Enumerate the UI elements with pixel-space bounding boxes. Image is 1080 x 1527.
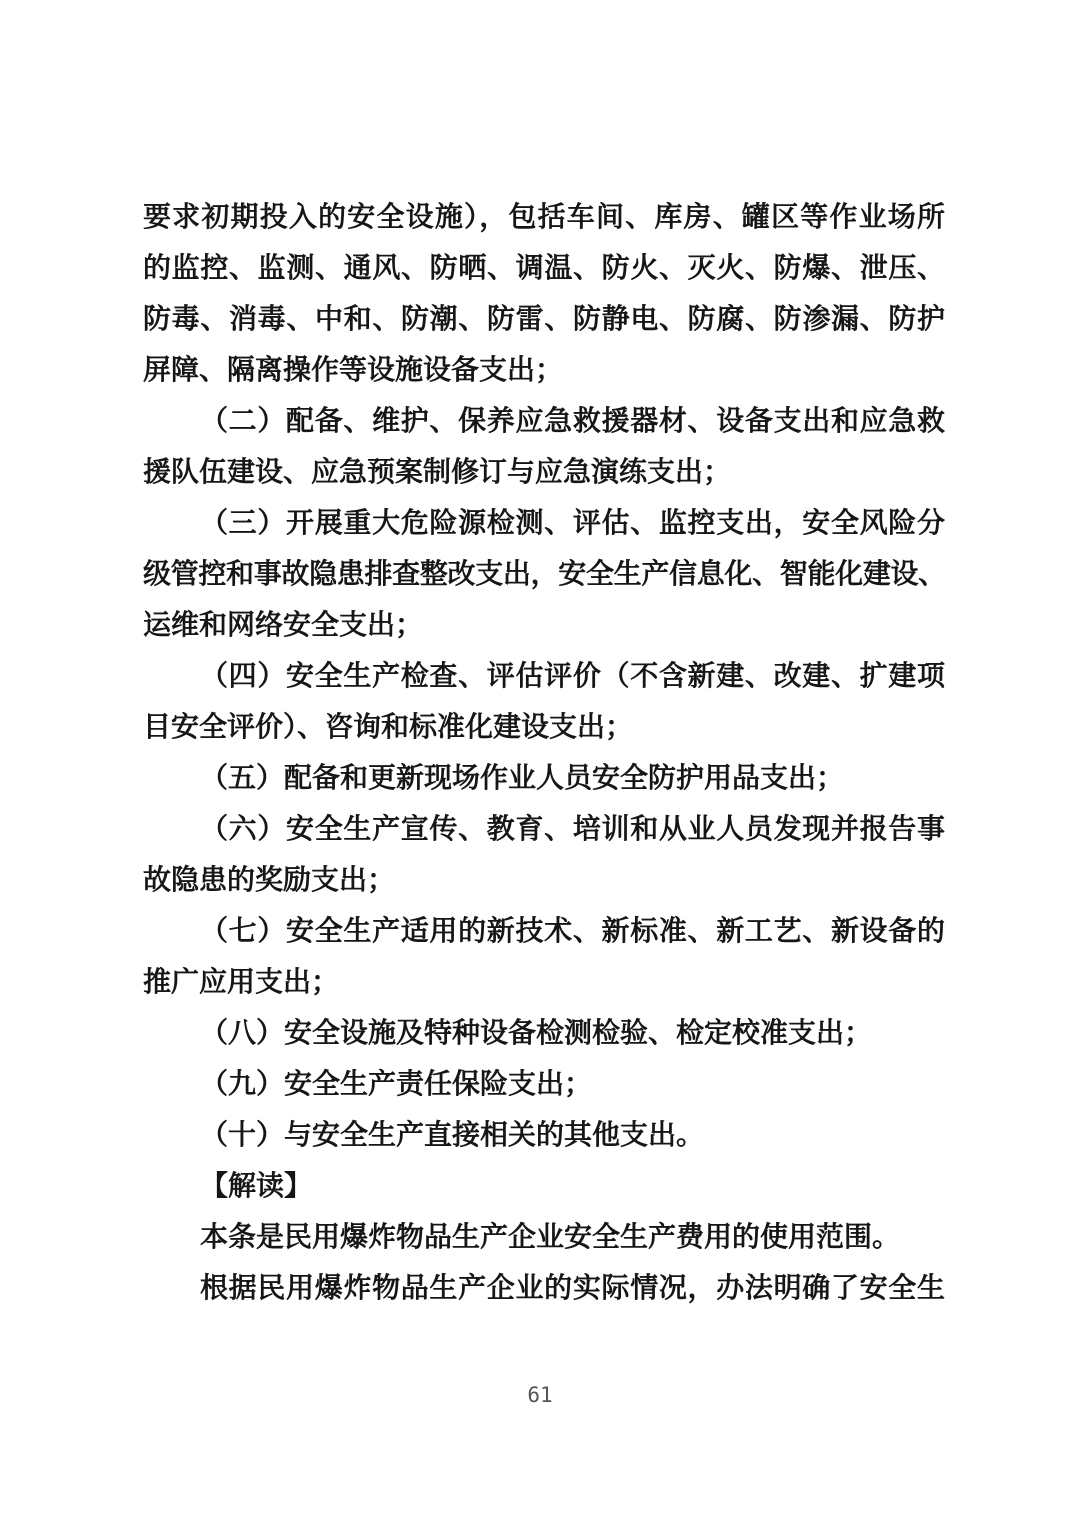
text-line: （二）配备、维护、保养应急救援器材、设备支出和应急救 xyxy=(200,406,945,437)
text-line: （六）安全生产宣传、教育、培训和从业人员发现并报告事 xyxy=(200,814,945,845)
text-line: （九）安全生产责任保险支出； xyxy=(200,1069,593,1100)
text-line: 故隐患的奖励支出； xyxy=(143,865,396,896)
text-line: 屏障、隔离操作等设施设备支出； xyxy=(143,355,564,386)
text-line: 援队伍建设、应急预案制修订与应急演练支出； xyxy=(143,457,732,488)
section-heading-jiedu: 【解读】 xyxy=(200,1171,313,1202)
text-line: 的监控、监测、通风、防晒、调温、防火、灭火、防爆、泄压、 xyxy=(143,253,945,284)
page-number: 61 xyxy=(527,1383,553,1407)
text-line: 防毒、消毒、中和、防潮、防雷、防静电、防腐、防渗漏、防护 xyxy=(143,304,945,335)
text-line: 运维和网络安全支出； xyxy=(143,610,424,641)
text-line: 根据民用爆炸物品生产企业的实际情况，办法明确了安全生 xyxy=(200,1273,945,1304)
text-line: （四）安全生产检查、评估评价（不含新建、改建、扩建项 xyxy=(200,661,945,692)
text-line: （十）与安全生产直接相关的其他支出。 xyxy=(200,1120,705,1151)
text-line: （五）配备和更新现场作业人员安全防护用品支出； xyxy=(200,763,845,794)
text-line: （八）安全设施及特种设备检测检验、检定校准支出； xyxy=(200,1018,873,1049)
text-line: 级管控和事故隐患排查整改支出，安全生产信息化、智能化建设、 xyxy=(143,559,945,590)
text-line: 目安全评价）、咨询和标准化建设支出； xyxy=(143,712,634,743)
document-text-block xyxy=(143,192,945,1314)
text-line: 推广应用支出； xyxy=(143,967,340,998)
text-line: （七）安全生产适用的新技术、新标准、新工艺、新设备的 xyxy=(200,916,945,947)
text-line: 本条是民用爆炸物品生产企业安全生产费用的使用范围。 xyxy=(200,1222,901,1253)
text-line: 要求初期投入的安全设施），包括车间、库房、罐区等作业场所 xyxy=(143,202,945,233)
text-line: （三）开展重大危险源检测、评估、监控支出，安全风险分 xyxy=(200,508,945,539)
